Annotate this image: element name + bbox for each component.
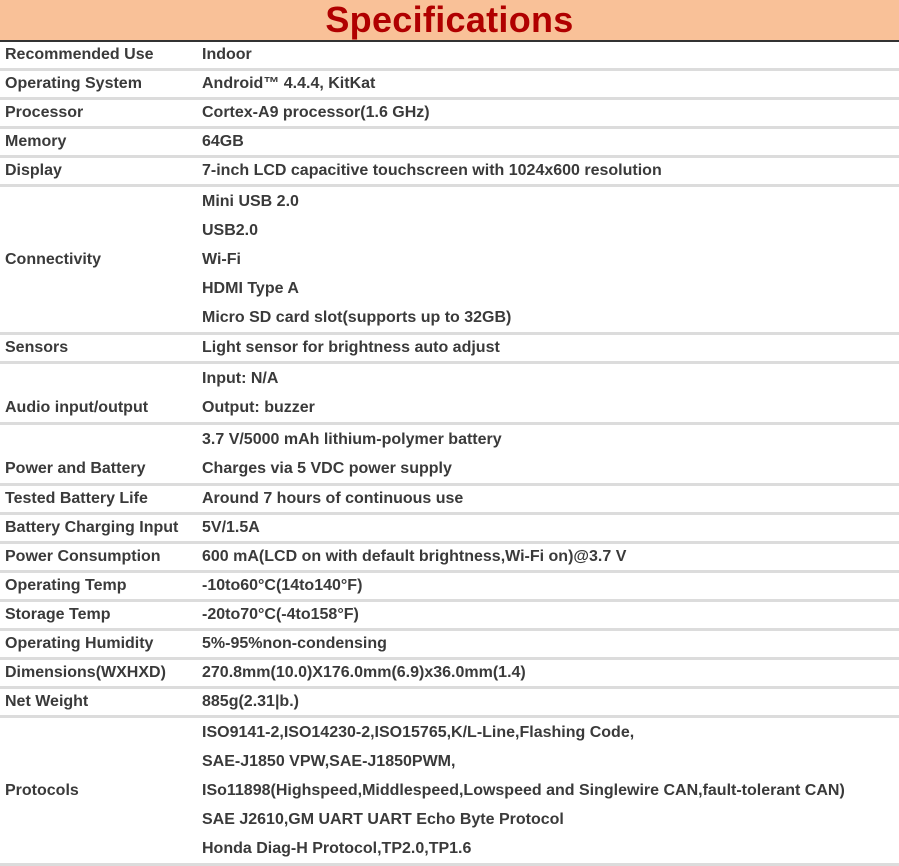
spec-value: 7-inch LCD capacitive touchscreen with 1024x600 resolution — [197, 157, 899, 186]
spec-label: Processor — [0, 99, 197, 128]
spec-row-power-consumption — [0, 543, 899, 572]
spec-value-line: ISo11898(Highspeed,Middlespeed,Lowspeed and Singlewire CAN,fault-tolerant CAN) — [202, 782, 845, 799]
spec-row-connectivity — [0, 186, 899, 334]
spec-row-processor — [0, 99, 899, 128]
spec-row-audio — [0, 363, 899, 424]
spec-row-recommended-use — [0, 42, 899, 70]
spec-row-net-weight — [0, 688, 899, 717]
spec-value-line: Honda Diag-H Protocol,TP2.0,TP1.6 — [202, 840, 472, 857]
spec-label-text: Power and Battery — [5, 460, 146, 477]
spec-row-protocols — [0, 717, 899, 865]
spec-label-text: Audio input/output — [5, 399, 149, 416]
spec-value: 64GB — [197, 128, 899, 157]
spec-value-line: Output: buzzer — [202, 399, 315, 416]
spec-value: Android™ 4.4.4, KitKat — [197, 70, 899, 99]
spec-label: Sensors — [0, 334, 197, 363]
spec-label: Connectivity — [0, 186, 197, 334]
spec-value: 270.8mm(10.0)X176.0mm(6.9)x36.0mm(1.4) — [197, 659, 899, 688]
spec-value: Around 7 hours of continuous use — [197, 485, 899, 514]
spec-row-storage-temp — [0, 601, 899, 630]
spec-value-line: SAE J2610,GM UART UART Echo Byte Protocol — [202, 811, 564, 828]
spec-label: Operating Temp — [0, 572, 197, 601]
spec-row-operating-temp — [0, 572, 899, 601]
spec-label: Battery Charging Input — [0, 514, 197, 543]
spec-value-line: SAE-J1850 VPW,SAE-J1850PWM, — [202, 753, 456, 770]
spec-row-battery-life — [0, 485, 899, 514]
specifications-header — [0, 0, 899, 42]
spec-value: -20to70°C(-4to158°F) — [197, 601, 899, 630]
spec-value-list — [197, 717, 899, 865]
page-title: Specifications — [325, 0, 574, 40]
spec-label: Net Weight — [0, 688, 197, 717]
spec-value: Indoor — [197, 42, 899, 70]
spec-label: Tested Battery Life — [0, 485, 197, 514]
spec-value-line: Micro SD card slot(supports up to 32GB) — [202, 309, 512, 326]
spec-label: Storage Temp — [0, 601, 197, 630]
spec-value: Cortex-A9 processor(1.6 GHz) — [197, 99, 899, 128]
spec-value: 600 mA(LCD on with default brightness,Wi-Fi on)@3.7 V — [197, 543, 899, 572]
spec-label: Display — [0, 157, 197, 186]
spec-value-line: Wi-Fi — [202, 251, 241, 268]
spec-label: Protocols — [0, 717, 197, 865]
spec-value-line: HDMI Type A — [202, 280, 299, 297]
spec-value-line: Mini USB 2.0 — [202, 193, 299, 210]
spec-value-line: USB2.0 — [202, 222, 259, 239]
spec-label — [0, 363, 197, 424]
spec-value-list — [197, 424, 899, 485]
spec-label: Memory — [0, 128, 197, 157]
spec-row-humidity — [0, 630, 899, 659]
spec-label: Operating Humidity — [0, 630, 197, 659]
spec-value-list — [197, 363, 899, 424]
spec-label: Power Consumption — [0, 543, 197, 572]
spec-value-list — [197, 186, 899, 334]
spec-label — [0, 424, 197, 485]
spec-row-operating-system — [0, 70, 899, 99]
specifications-table — [0, 42, 899, 866]
spec-value-line: Charges via 5 VDC power supply — [202, 460, 452, 477]
spec-value-line: 3.7 V/5000 mAh lithium-polymer battery — [202, 431, 502, 448]
spec-label: Dimensions(WXHXD) — [0, 659, 197, 688]
spec-label: Operating System — [0, 70, 197, 99]
spec-row-charging-input — [0, 514, 899, 543]
spec-value: 5V/1.5A — [197, 514, 899, 543]
spec-row-memory — [0, 128, 899, 157]
spec-label: Recommended Use — [0, 42, 197, 70]
spec-row-sensors — [0, 334, 899, 363]
spec-row-dimensions — [0, 659, 899, 688]
spec-value: 5%-95%non-condensing — [197, 630, 899, 659]
spec-value: 885g(2.31|b.) — [197, 688, 899, 717]
spec-row-display — [0, 157, 899, 186]
spec-value-line: ISO9141-2,ISO14230-2,ISO15765,K/L-Line,Flashing Code, — [202, 724, 635, 741]
spec-value-line: Input: N/A — [202, 370, 279, 387]
spec-value: -10to60°C(14to140°F) — [197, 572, 899, 601]
spec-value: Light sensor for brightness auto adjust — [197, 334, 899, 363]
spec-row-power-battery — [0, 424, 899, 485]
